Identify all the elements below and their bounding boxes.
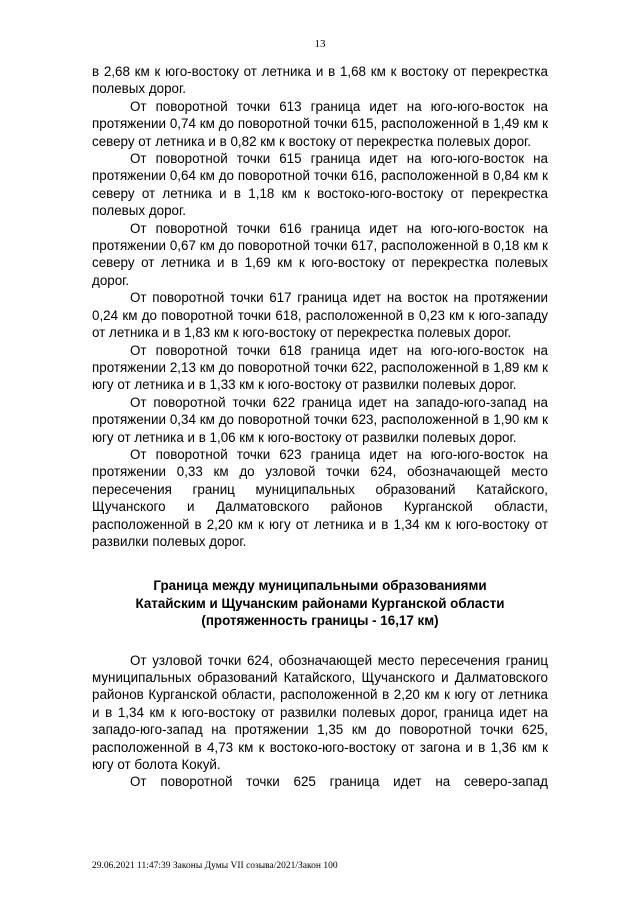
- paragraph: в 2,68 км к юго-востоку от летника и в 1,68 км к востоку от перекрестка полевых дорог.: [92, 64, 548, 97]
- paragraph: От поворотной точки 615 граница идет на юго-юго-восток на протяжении 0,64 км до поворотной точки 616, расположенной в 0,84 км к северу от летника и в 1,18 км к востоко-юго-востоку от перекрестка полевых дорог.: [92, 151, 548, 219]
- section-title-line: Катайским и Щучанским районами Курганской области: [135, 595, 505, 611]
- paragraph: От узловой точки 624, обозначающей место пересечения границ муниципальных образований Катайского, Щучанского и Далматовского районов Курганской области, расположенной в 2,20 км к югу от летника и в 1,34 км к юго-востоку от развилки полевых дорог, граница идет на западо-юго-запад на протяжении 1,35 км до поворотной точки 625, расположенной в 4,73 км к востоко-юго-востоку от загона и в 1,36 км к югу от болота Кокуй.: [92, 652, 548, 773]
- paragraph: От поворотной точки 616 граница идет на юго-юго-восток на протяжении 0,67 км до поворотной точки 617, расположенной в 0,18 км к северу от летника и в 1,69 км к юго-востоку от перекрестка полевых дорог.: [92, 220, 548, 288]
- paragraph: От поворотной точки 613 граница идет на юго-юго-восток на протяжении 0,74 км до поворотной точки 615, расположенной в 1,49 км к северу от летника и в 0,82 км к востоку от перекрестка полевых дорог.: [92, 98, 548, 149]
- section-title-line: Граница между муниципальными образованиями: [153, 578, 487, 594]
- paragraph: От поворотной точки 623 граница идет на юго-юго-восток на протяжении 0,33 км до узловой точки 624, обозначающей место пересечения границ муниципальных образований Катайского, Щучанского и Далматовского районов Курганской области, расположенной в 2,20 км к югу от летника и в 1,34 км к юго-востоку от развилки полевых дорог.: [92, 446, 548, 549]
- paragraph: От поворотной точки 622 граница идет на западо-юго-запад на протяжении 0,34 км до поворотной точки 623, расположенной в 1,90 км к югу от летника и в 1,06 км к юго-востоку от развилки полевых дорог.: [92, 394, 548, 445]
- paragraph: От поворотной точки 625 граница идет на северо-запад: [130, 774, 548, 790]
- section-title: [92, 577, 548, 629]
- footer-stamp: 29.06.2021 11:47:39 Законы Думы VII созыва/2021/Закон 100: [92, 861, 338, 871]
- section-title-line: (протяженность границы - 16,17 км): [201, 613, 439, 629]
- page-number: 13: [314, 38, 326, 50]
- paragraph: От поворотной точки 617 граница идет на восток на протяжении 0,24 км до поворотной точки 618, расположенной в 0,23 км к юго-западу от летника и в 1,83 км к юго-востоку от перекрестка полевых дорог.: [92, 290, 548, 341]
- document-body: [92, 63, 548, 791]
- paragraph: От поворотной точки 618 граница идет на юго-юго-восток на протяжении 2,13 км до поворотной точки 622, расположенной в 1,89 км к югу от летника и в 1,33 км к юго-востоку от развилки полевых дорог.: [92, 342, 548, 393]
